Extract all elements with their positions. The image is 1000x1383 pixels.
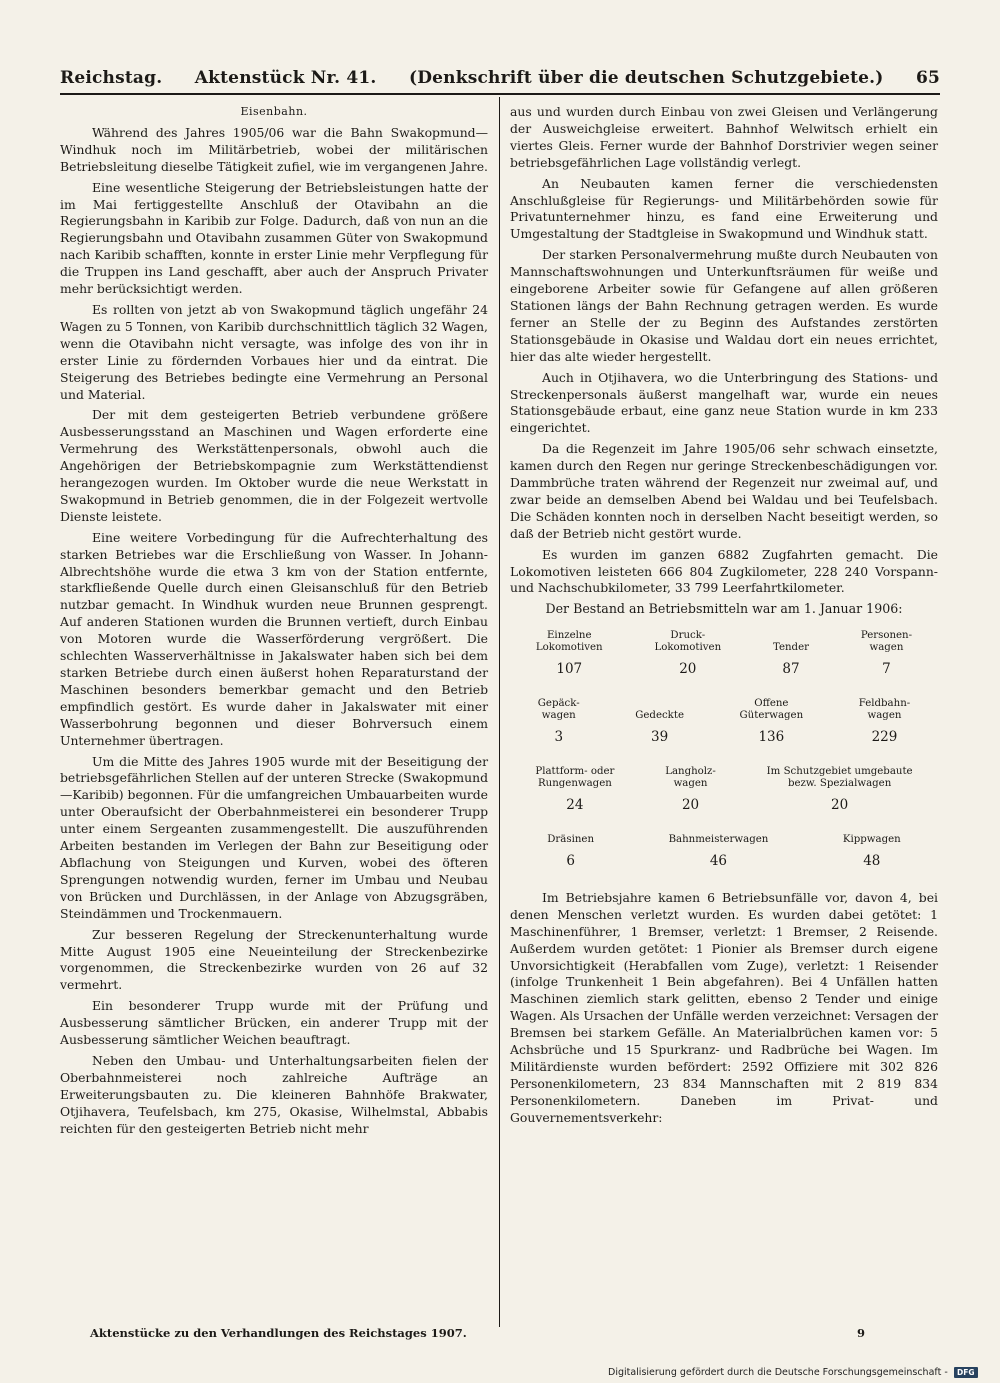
footer-note: Aktenstücke zu den Verhandlungen des Reichstages 1907. — [90, 1326, 467, 1340]
header-rule — [60, 93, 940, 95]
stock-cell — [767, 766, 913, 814]
paragraph: Es wurden im ganzen 6882 Zugfahrten gemacht. Die Lokomotiven leisteten 666 804 Zugkilometer, 228 240 Vorspann- und Nachschubkilometer, 33 799 Leerfahrtkilometer. — [510, 546, 938, 596]
stock-cell — [535, 766, 614, 814]
stock-value: 20 — [831, 797, 849, 814]
stock-value: 6 — [566, 853, 575, 869]
stock-cell — [861, 630, 912, 678]
stock-label: Personen- wagen — [860, 630, 913, 654]
stock-cell — [740, 698, 804, 746]
right-column — [510, 104, 938, 1131]
paragraph: Zur besseren Regelung der Streckenunterhaltung wurde Mitte August 1905 eine Neueinteilung der Streckenbezirke vorgenommen, die Streckenbezirke wurden von 26 auf 32 vermehrt. — [60, 926, 488, 993]
header-title: (Denkschrift über die deutschen Schutzgebiete.) — [408, 68, 884, 88]
stock-label: Langholz- wagen — [665, 766, 716, 790]
stock-value: 20 — [679, 661, 697, 678]
stock-label: Tender — [772, 642, 809, 654]
paragraph: Auch in Otjihavera, wo die Unterbringung des Stations- und Streckenpersonals äußerst mangelhaft war, wurde ein neues Stationsgebäude erbaut, eine ganz neue Station wurde in km 233 eingerichtet. — [510, 369, 938, 436]
header-left: Reichstag. — [60, 68, 163, 88]
paragraph: Eine wesentliche Steigerung der Betriebsleistungen hatte der im Mai fertiggestellte Anschluß der Otavibahn an die Regierungsbahn in Karibib zur Folge. Dadurch, daß von nun an die Regierungsbahn und Otavibahn zusammen Güter von Swakopmund nach Karibib schafften, konnte in erster Linie mehr Verpflegung für die Truppen ins Land geschafft, aber auch der Anspruch Privater mehr berücksichtigt werden. — [60, 179, 488, 297]
stock-row — [510, 698, 938, 746]
stock-intro: Der Bestand an Betriebsmitteln war am 1. Januar 1906: — [545, 601, 903, 617]
stock-value: 229 — [871, 729, 898, 746]
paragraph: Im Betriebsjahre kamen 6 Betriebsunfälle vor, davon 4, bei denen Menschen verletzt wurden. Es wurden dabei getötet: 1 Maschinenführer, 1 Bremser, verletzt: 1 Bremser, 2 Reisende. Außerdem wurden getötet: 1 Pionier als Bremser durch eigene Unvorsichtigkeit (Herabfallen vom Zuge), verletzt: 1 Reisender (infolge Trunkenheit 1 Bein abgefahren). Bei 4 Unfällen hatten Maschinen ziemlich stark gelitten, ebenso 2 Tender und einige Wagen. Als Ursachen der Unfälle werden verzeichnet: Versagen der Bremsen bei starkem Gefälle. An Materialbrüchen kamen vor: 5 Achsbrüche und 15 Spurkranz- und Radbrüche bei Wagen. Im Militärdienste wurden befördert: 2592 Offiziere mit 302 826 Personenkilometern, 23 834 Mannschaften mit 2 819 834 Personenkilometern. Daneben im Privat- und Gouvernementsverkehr: — [510, 889, 939, 1125]
paragraph: aus und wurden durch Einbau von zwei Gleisen und Verlängerung der Ausweichgleise erweitert. Bahnhof Welwitsch erhielt ein viertes Gleis. Ferner wurde der Bahnhof Dorstrivier wegen seiner betriebsgefährlichen Lage vollständig verlegt. — [510, 104, 938, 170]
stock-cell — [635, 710, 684, 746]
stock-label: Gepäck- wagen — [537, 698, 580, 722]
paragraph: Ein besonderer Trupp wurde mit der Prüfung und Ausbesserung sämtlicher Brücken, ein anderer Trupp mit der Ausbesserung sämtlicher Weichen beauftragt. — [60, 998, 488, 1048]
paragraph: Während des Jahres 1905/06 war die Bahn Swakopmund—Windhuk noch im Militärbetrieb, wobei der militärischen Betriebsleitung dieselbe Tätigkeit zufiel, wie im vergangenen Jahre. — [60, 124, 488, 174]
dfg-logo-icon: DFG — [954, 1367, 978, 1378]
paragraph: An Neubauten kamen ferner die verschiedensten Anschlußgleise für Regierungs- und Militärbehörden sowie für Privatunternehmer hinzu, es fand eine Erweiterung und Umgestaltung der Stadtgleise in Swakopmund und Windhuk statt. — [510, 175, 938, 242]
header-center: Aktenstück Nr. 41. — [194, 68, 377, 88]
stock-cell — [538, 698, 580, 746]
stock-row — [510, 630, 938, 678]
stock-value: 39 — [651, 729, 669, 746]
stock-value: 3 — [554, 729, 564, 746]
rolling-stock-table — [510, 630, 938, 870]
stock-value: 48 — [863, 853, 881, 869]
stock-value: 46 — [709, 853, 728, 869]
stock-label: Feldbahn- wagen — [858, 698, 911, 722]
paragraph: Da die Regenzeit im Jahre 1905/06 sehr schwach einsetzte, kamen durch den Regen nur geringe Streckenbeschädigungen vor. Dammbrüche traten während der Regenzeit nur zweimal auf, und zwar beide an demselben Abend bei Waldau und bei Teufelsbach. Die Schäden konnten noch in derselben Nacht beseitigt werden, so daß der Betrieb nicht gestört wurde. — [510, 441, 938, 541]
left-column — [60, 104, 488, 1141]
column-divider — [499, 97, 500, 1327]
stock-cell — [843, 834, 901, 870]
stock-label: Offene Güterwagen — [739, 698, 804, 722]
stock-label: Kippwagen — [842, 834, 901, 845]
stock-label: Plattform- oder Rungenwagen — [535, 766, 615, 790]
paragraph: Neben den Umbau- und Unterhaltungsarbeiten fielen der Oberbahnmeisterei noch zahlreiche Aufträge an Erweiterungsbauten zu. Die kleineren Bahnhöfe Brakwater, Otjihavera, Teufelsbach, km 275, Okasise, Wilhelmstal, Abbabis reichten für den gesteigerten Betrieb nicht mehr — [60, 1052, 488, 1136]
paragraph: Der starken Personalvermehrung mußte durch Neubauten von Mannschaftswohnungen und Unterkunftsräumen für weiße und eingeborene Arbeiter sowie für Gefangene auf allen größeren Stationen längs der Bahn Rechnung getragen werden. Es wurde ferner an Stelle der zu Beginn des Aufstandes zerstörten Stationsgebäude in Okasise und Waldau dort ein neues errichtet, hier das alte wieder hergestellt. — [510, 247, 938, 364]
stock-row — [510, 834, 938, 870]
stock-cell — [665, 766, 716, 814]
stock-value: 24 — [566, 797, 584, 814]
paragraph: Um die Mitte des Jahres 1905 wurde mit der Beseitigung der betriebsgefährlichen Stellen auf der unteren Strecke (Swakopmund—Karibib) begonnen. Für die umfangreichen Umbauarbeiten wurde unter Oberaufsicht der Oberbahnmeisterei ein besonderer Trupp unter einem Sergeanten zusammengestellt. Die auszuführenden Arbeiten bestanden im Verlegen der Bahn zur Beseitigung oder Abflachung von Steigungen und Kurven, wobei des öfteren Sprengungen notwendig wurden, ferner im Umbau und Neubau von Brücken und Durchlässen, in der Anlage von Abzugsgräben, Steindämmen und Trockenmauern. — [60, 753, 488, 921]
stock-cell — [859, 698, 910, 746]
paragraph: Der mit dem gesteigerten Betrieb verbundene größere Ausbesserungsstand an Maschinen und Wagen erforderte eine Vermehrung des Werkstättenpersonals, obwohl auch die Angehörigen der Betriebskompagnie zum Werkstättendienst herangezogen wurden. Im Oktober wurde die neue Werkstatt in Swakopmund in Betrieb genommen, die in der Folgezeit wertvolle Dienste leistete. — [60, 407, 488, 524]
stock-label: Einzelne Lokomotiven — [535, 630, 603, 654]
digitization-credit — [608, 1367, 978, 1378]
stock-label: Im Schutzgebiet umgebaute bezw. Spezialwagen — [766, 766, 913, 790]
section-title: Eisenbahn. — [240, 105, 308, 118]
stock-label: Druck- Lokomotiven — [654, 630, 722, 654]
stock-value: 87 — [782, 661, 800, 678]
stock-label: Dräsinen — [547, 834, 595, 845]
digitization-text: Digitalisierung gefördert durch die Deutsche Forschungsgemeinschaft - — [608, 1367, 948, 1378]
stock-cell — [654, 630, 721, 678]
stock-value: 20 — [681, 797, 700, 814]
stock-row — [510, 766, 938, 814]
stock-cell — [773, 642, 809, 678]
stock-value: 7 — [882, 661, 891, 678]
stock-cell — [669, 834, 769, 870]
paragraph: Es rollten von jetzt ab von Swakopmund täglich ungefähr 24 Wagen zu 5 Tonnen, von Karibib durchschnittlich täglich 32 Wagen, wenn die Otavibahn nicht versagte, was infolge des von ihr in erster Linie zu fördernden Vorbaues hier und da eintrat. Die Steigerung des Betriebes bedingte eine Vermehrung an Personal und Material. — [60, 301, 488, 402]
stock-value: 107 — [556, 661, 583, 678]
stock-cell — [536, 630, 603, 678]
page-header — [60, 58, 940, 88]
stock-label: Gedeckte — [635, 710, 684, 722]
footer-signature: 9 — [857, 1326, 866, 1340]
stock-value: 136 — [758, 729, 785, 746]
paragraph: Eine weitere Vorbedingung für die Aufrechterhaltung des starken Betriebes war die Erschließung von Wasser. In Johann-Albrechtshöhe wurde die etwa 3 km von der Station entfernte, starkfließende Quelle durch einen Gleisanschluß für den Betrieb nutzbar gemacht. In Windhuk wurden neue Brunnen gesprengt. Auf anderen Stationen wurden die Brunnen vertieft, durch Einbau von Motoren wurde die Wasserförderung vergrößert. Die schlechten Wasserverhältnisse in Jakalswater haben sich bei dem starken Betriebe durch einen äußerst hohen Reparaturstand der Maschinen besonders bemerkbar gemacht und den Betrieb empfindlich gestört. Es wurde daher in Jakalswater mit einer Wasserbohrung begonnen und dieser Bohrversuch einem Unternehmer übertragen. — [60, 529, 488, 748]
page-number: 65 — [915, 68, 940, 88]
stock-label: Bahnmeisterwagen — [668, 834, 769, 845]
stock-cell — [547, 834, 594, 870]
